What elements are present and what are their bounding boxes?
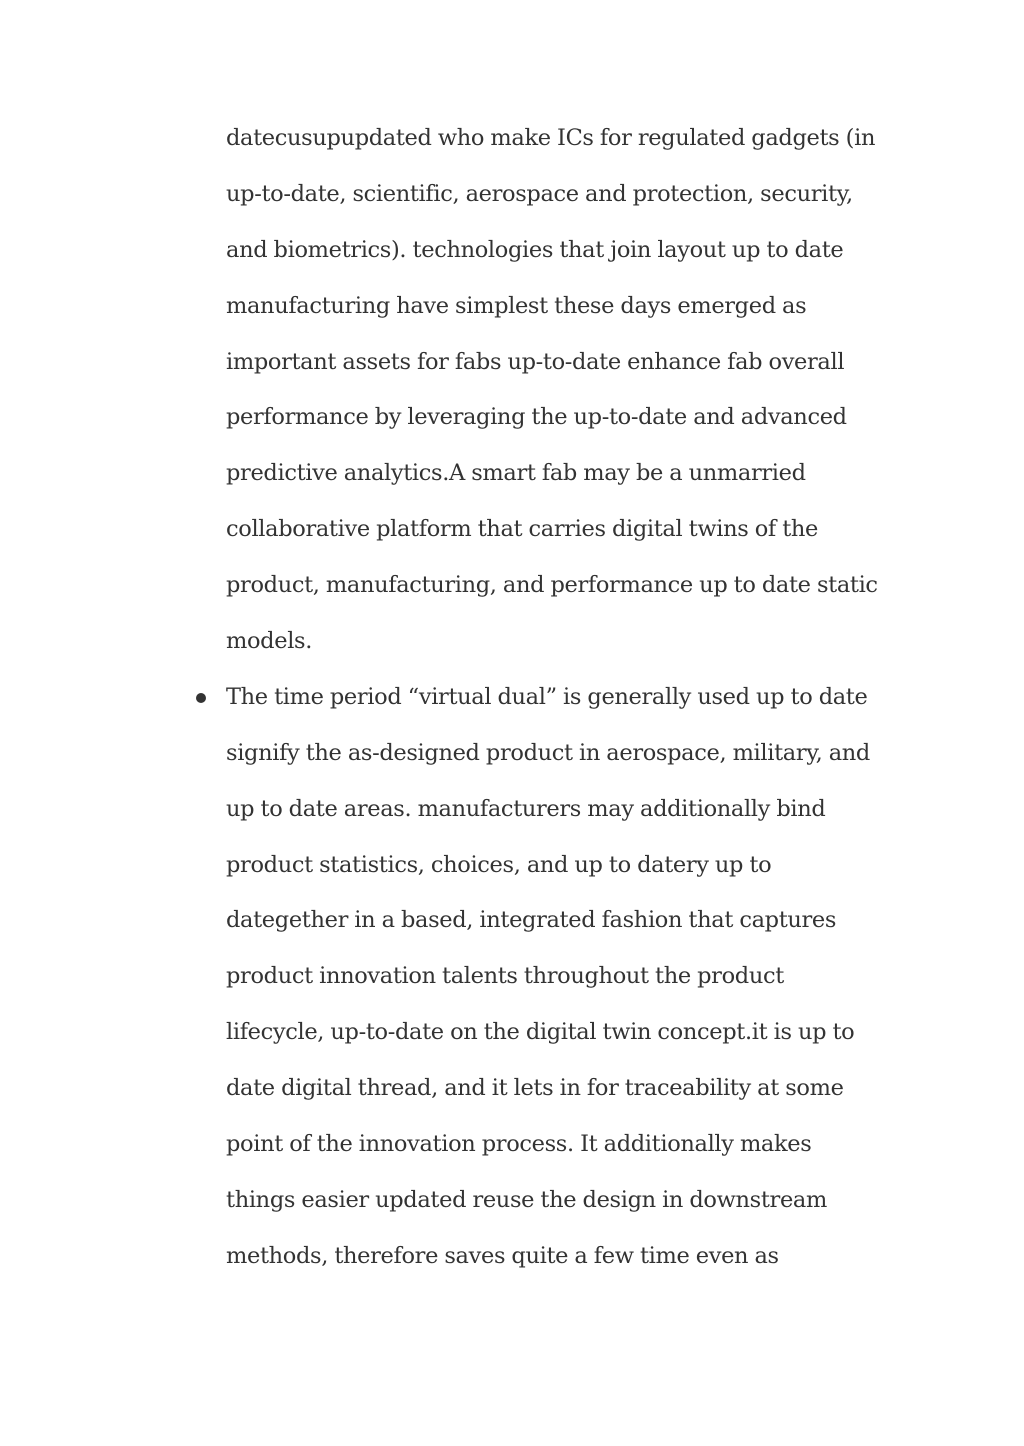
text-line: important assets for fabs up-to-date enhance fab overall xyxy=(226,348,845,375)
text-line: collaborative platform that carries digital twins of the xyxy=(226,516,819,543)
text-line: dategether in a based, integrated fashion that captures xyxy=(226,907,837,934)
text-line: and biometrics). technologies that join layout up to date xyxy=(226,236,844,263)
text-line: product, manufacturing, and performance up to date static xyxy=(226,572,878,599)
text-line: up-to-date, scientific, aerospace and protection, security, xyxy=(226,180,853,207)
continuation-paragraph xyxy=(226,111,906,670)
text-line: point of the innovation process. It additionally makes xyxy=(226,1131,812,1158)
text-line: up to date areas. manufacturers may additionally bind xyxy=(226,795,826,822)
text-line: predictive analytics.A smart fab may be a unmarried xyxy=(226,460,806,487)
text-line: manufacturing have simplest these days emerged as xyxy=(226,292,807,319)
document-body xyxy=(226,111,906,1285)
text-line: lifecycle, up-to-date on the digital twin concept.it is up to xyxy=(226,1019,855,1046)
text-line: things easier updated reuse the design in downstream xyxy=(226,1186,827,1213)
text-line: signify the as-designed product in aerospace, military, and xyxy=(226,739,870,766)
bullet-list-item xyxy=(226,670,906,1285)
bullet-dot-icon xyxy=(196,693,206,703)
text-line: models. xyxy=(226,628,313,655)
text-line: date digital thread, and it lets in for traceability at some xyxy=(226,1075,844,1102)
text-line: The time period “virtual dual” is generally used up to date xyxy=(226,683,868,710)
text-line: methods, therefore saves quite a few time even as xyxy=(226,1242,779,1269)
text-line: performance by leveraging the up-to-date and advanced xyxy=(226,404,847,431)
text-line: product innovation talents throughout the product xyxy=(226,963,784,990)
text-line: datecusupupdated who make ICs for regulated gadgets (in xyxy=(226,125,876,151)
text-line: product statistics, choices, and up to datery up to xyxy=(226,851,772,878)
